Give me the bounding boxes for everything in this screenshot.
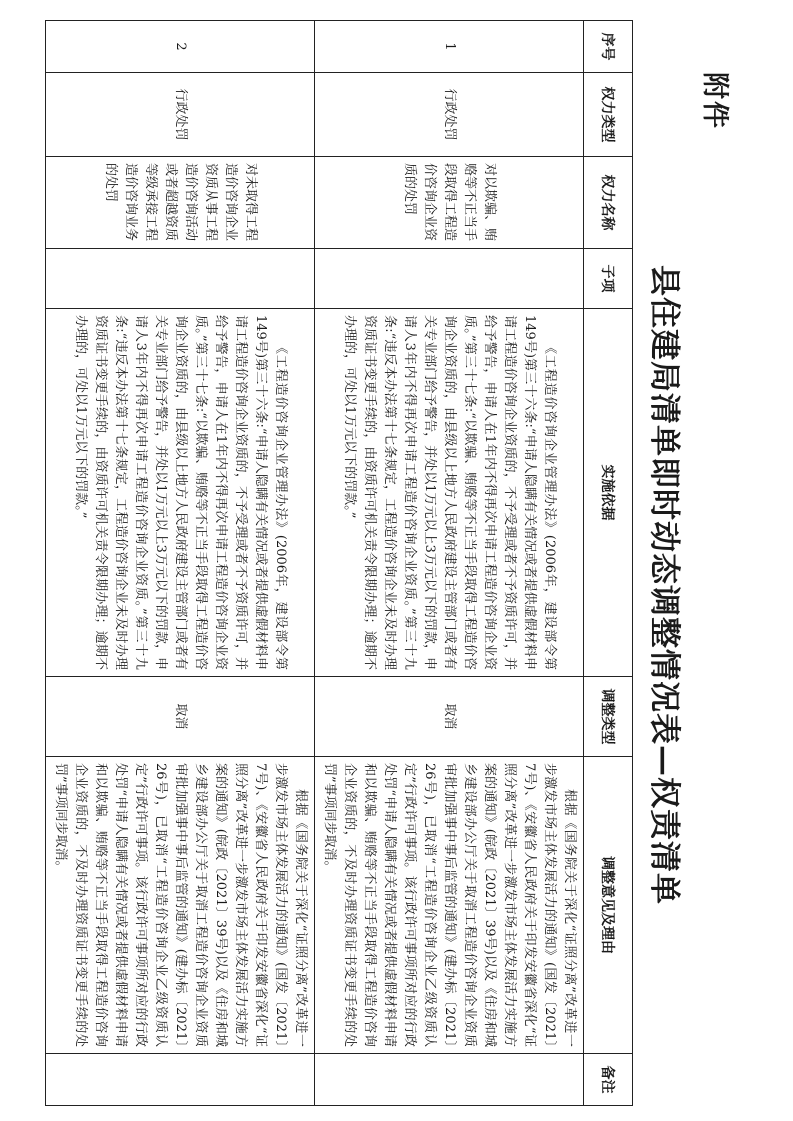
table-row <box>315 21 584 1106</box>
cell-reason: 根据《国务院关于深化“证照分离”改革进一步激发市场主体发展活力的通知》(国发〔2021〕7号)、《安徽省人民政府关于印发安徽省深化“证照分离”改革进一步激发市场主体发展活力实施方案的通知》(皖政〔2021〕39号)以及《住房和城乡建设部办公厅关于取消工程造价咨询企业资质审批加强事中事后监管的通知》(建办标〔2021〕26号)，已取消“工程造价咨询企业乙级资质认定”行政许可事项。该行政许可事项所对应的行政处罚“申请人隐瞒有关情况或者提供虚假材料申请和以欺骗、贿赂等不正当手段取得工程造价咨询企业资质的，不及时办理资质证书变更手续的处罚”事项同步取消。 <box>315 757 584 1054</box>
cell-adjust-type: 取消 <box>315 677 584 757</box>
cell-seq: 2 <box>46 21 315 73</box>
cell-power-name: 对以欺骗、贿赂等不正当手段取得工程造价咨询企业资质的处罚 <box>315 157 584 249</box>
cell-reason: 根据《国务院关于深化“证照分离”改革进一步激发市场主体发展活力的通知》(国发〔2021〕7号)、《安徽省人民政府关于印发安徽省深化“证照分离”改革进一步激发市场主体发展活力实施方案的通知》(皖政〔2021〕39号)以及《住房和城乡建设部办公厅关于取消工程造价咨询企业资质审批加强事中事后监管的通知》(建办标〔2021〕26号)，已取消“工程造价咨询企业乙级资质认定”行政许可事项。该行政许可事项所对应的行政处罚“申请人隐瞒有关情况或者提供虚假材料申请和以欺骗、贿赂等不正当手段取得工程造价咨询企业资质的，不及时办理资质证书变更手续的处罚”事项同步取消。 <box>46 757 315 1054</box>
header-sub-item: 子项 <box>584 249 633 309</box>
header-reason: 调整意见及理由 <box>584 757 633 1054</box>
annex-label: 附件 <box>699 72 730 130</box>
header-seq: 序号 <box>584 21 633 73</box>
power-list-table <box>45 20 633 1106</box>
cell-remark <box>315 1054 584 1106</box>
header-power-type: 权力类型 <box>584 73 633 157</box>
document-title: 县住建局清单即时动态调整情况表—权责清单 <box>646 265 682 905</box>
header-basis: 实施依据 <box>584 309 633 677</box>
header-adjust-type: 调整类型 <box>584 677 633 757</box>
table-header-row <box>584 21 633 1106</box>
cell-power-name: 对未取得工程造价咨询企业资质从事工程造价咨询活动或者超越资质等级承接工程造价咨询业务的处罚 <box>46 157 315 249</box>
cell-basis: 《工程造价咨询企业管理办法》(2006年，建设部令第149号)第三十六条:“申请人隐瞒有关情况或者提供虚假材料申请工程造价咨询企业资质的，不予受理或者不予资质许可，并给予警告，申请人在1年内不得再次申请工程造价咨询企业资质。”第三十七条:“以欺骗、贿赂等不正当手段取得工程造价咨询企业资质的，由县级以上地方人民政府建设主管部门或者有关专业部门给予警告，并处以1万元以上3万元以下的罚款，申请人3年内不得再次申请工程造价咨询企业资质。”第三十九条:“违反本办法第十七条规定，工程造价咨询企业未及时办理资质证书变更手续的，由资质许可机关责令限期办理；逾期不办理的，可处以1万元以下的罚款。” <box>315 309 584 677</box>
header-power-name: 权力名称 <box>584 157 633 249</box>
cell-remark <box>46 1054 315 1106</box>
cell-basis: 《工程造价咨询企业管理办法》(2006年，建设部令第149号)第三十六条:“申请人隐瞒有关情况或者提供虚假材料申请工程造价咨询企业资质的，不予受理或者不予资质许可，并给予警告，申请人在1年内不得再次申请工程造价咨询企业资质。”第三十七条:“以欺骗、贿赂等不正当手段取得工程造价咨询企业资质的，由县级以上地方人民政府建设主管部门或者有关专业部门给予警告，并处以1万元以上3万元以下的罚款，申请人3年内不得再次申请工程造价咨询企业资质。”第三十九条:“违反本办法第十七条规定，工程造价咨询企业未及时办理资质证书变更手续的，由资质许可机关责令限期办理；逾期不办理的，可处以1万元以下的罚款。” <box>46 309 315 677</box>
cell-sub-item <box>46 249 315 309</box>
cell-power-type: 行政处罚 <box>315 73 584 157</box>
cell-sub-item <box>315 249 584 309</box>
header-remark: 备注 <box>584 1054 633 1106</box>
cell-adjust-type: 取消 <box>46 677 315 757</box>
table-row <box>46 21 315 1106</box>
cell-power-type: 行政处罚 <box>46 73 315 157</box>
cell-seq: 1 <box>315 21 584 73</box>
